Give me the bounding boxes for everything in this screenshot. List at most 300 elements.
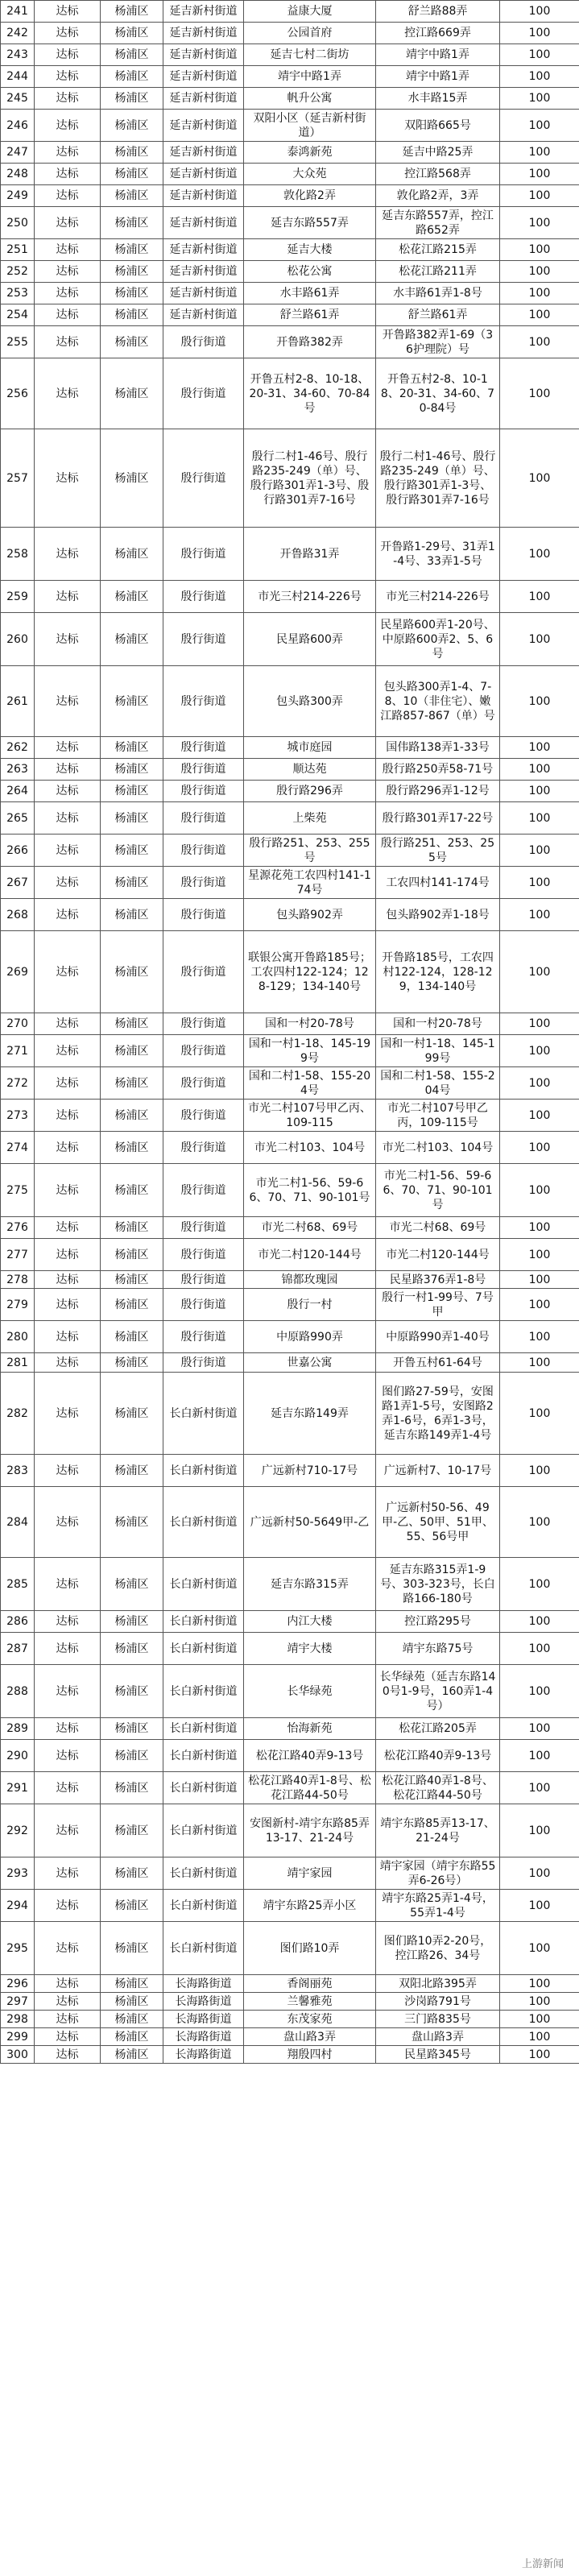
score-cell: 100	[500, 1611, 579, 1633]
row-number: 288	[1, 1665, 35, 1718]
row-number: 284	[1, 1487, 35, 1558]
table-row	[1, 759, 579, 781]
street-cell: 延吉新村街道	[163, 261, 244, 283]
score-cell: 100	[500, 1289, 579, 1321]
street-cell: 殷行街道	[163, 1067, 244, 1100]
row-number: 277	[1, 1239, 35, 1271]
address-cell: 三门路835号	[376, 2011, 500, 2028]
row-number: 259	[1, 581, 35, 613]
score-cell: 100	[500, 358, 579, 429]
community-name-cell: 联银公寓开鲁路185号；工农四村122-124；128-129；134-140号	[244, 931, 376, 1013]
status-cell: 达标	[35, 1487, 101, 1558]
score-cell: 100	[500, 781, 579, 802]
district-cell: 杨浦区	[101, 899, 163, 931]
district-cell: 杨浦区	[101, 1740, 163, 1772]
table-row	[1, 185, 579, 207]
score-cell: 100	[500, 66, 579, 88]
address-cell: 靖宇东路85弄13-17、21-24号	[376, 1804, 500, 1857]
status-cell: 达标	[35, 1718, 101, 1740]
table-row	[1, 1804, 579, 1857]
score-cell: 100	[500, 1321, 579, 1353]
row-number: 279	[1, 1289, 35, 1321]
table-row	[1, 802, 579, 835]
table-row	[1, 1975, 579, 1993]
table-row	[1, 1289, 579, 1321]
community-name-cell: 市光二村107号甲乙丙、109-115	[244, 1100, 376, 1132]
address-cell: 国和一村20-78号	[376, 1013, 500, 1035]
score-cell: 100	[500, 261, 579, 283]
score-cell: 100	[500, 304, 579, 326]
address-cell: 图们路27-59号，安图路1弄1-5号，安图路2弄1-6号，6弄1-3号，延吉东路149弄1-4号	[376, 1373, 500, 1455]
score-cell: 100	[500, 1271, 579, 1289]
district-cell: 杨浦区	[101, 1993, 163, 2011]
address-cell: 开鲁五村2-8、10-18、20-31、34-60、70-84号	[376, 358, 500, 429]
street-cell: 殷行街道	[163, 802, 244, 835]
community-name-cell: 靖宇中路1弄	[244, 66, 376, 88]
status-cell: 达标	[35, 207, 101, 239]
street-cell: 殷行街道	[163, 1013, 244, 1035]
score-cell: 100	[500, 2046, 579, 2064]
address-cell: 开鲁路1-29号、31弄1-4号、33弄1-5号	[376, 528, 500, 581]
street-cell: 延吉新村街道	[163, 164, 244, 185]
row-number: 293	[1, 1857, 35, 1890]
address-cell: 市光二村107号甲乙丙，109-115号	[376, 1100, 500, 1132]
street-cell: 长白新村街道	[163, 1633, 244, 1665]
street-cell: 殷行街道	[163, 528, 244, 581]
street-cell: 殷行街道	[163, 613, 244, 666]
address-cell: 双阳北路395弄	[376, 1975, 500, 1993]
district-cell: 杨浦区	[101, 1922, 163, 1975]
status-cell: 达标	[35, 1239, 101, 1271]
community-name-cell: 翔殷四村	[244, 2046, 376, 2064]
row-number: 248	[1, 164, 35, 185]
street-cell: 延吉新村街道	[163, 23, 244, 44]
row-number: 300	[1, 2046, 35, 2064]
status-cell: 达标	[35, 1013, 101, 1035]
district-cell: 杨浦区	[101, 1035, 163, 1067]
district-cell: 杨浦区	[101, 1100, 163, 1132]
address-cell: 开鲁五村61-64号	[376, 1353, 500, 1373]
district-cell: 杨浦区	[101, 867, 163, 899]
district-cell: 杨浦区	[101, 1975, 163, 1993]
status-cell: 达标	[35, 1164, 101, 1217]
status-cell: 达标	[35, 110, 101, 142]
street-cell: 长海路街道	[163, 2011, 244, 2028]
status-cell: 达标	[35, 185, 101, 207]
row-number: 244	[1, 66, 35, 88]
score-cell: 100	[500, 1487, 579, 1558]
street-cell: 殷行街道	[163, 759, 244, 781]
address-cell: 殷行路250弄58-71号	[376, 759, 500, 781]
row-number: 252	[1, 261, 35, 283]
community-name-cell: 延吉东路149弄	[244, 1373, 376, 1455]
community-name-cell: 泰鸿新苑	[244, 142, 376, 164]
table-row	[1, 1772, 579, 1804]
address-cell: 控江路669弄	[376, 23, 500, 44]
score-cell: 100	[500, 802, 579, 835]
address-cell: 延吉东路557弄，控江路652弄	[376, 207, 500, 239]
street-cell: 延吉新村街道	[163, 185, 244, 207]
street-cell: 延吉新村街道	[163, 110, 244, 142]
community-name-cell: 安图新村-靖宇东路85弄13-17、21-24号	[244, 1804, 376, 1857]
table-row	[1, 1239, 579, 1271]
district-cell: 杨浦区	[101, 1890, 163, 1922]
score-cell: 100	[500, 1740, 579, 1772]
community-name-cell: 中原路990弄	[244, 1321, 376, 1353]
row-number: 278	[1, 1271, 35, 1289]
status-cell: 达标	[35, 1455, 101, 1487]
score-cell: 100	[500, 1857, 579, 1890]
community-name-cell: 舒兰路61弄	[244, 304, 376, 326]
street-cell: 长白新村街道	[163, 1772, 244, 1804]
street-cell: 殷行街道	[163, 1353, 244, 1373]
district-cell: 杨浦区	[101, 1289, 163, 1321]
district-cell: 杨浦区	[101, 581, 163, 613]
community-name-cell: 内江大楼	[244, 1611, 376, 1633]
table-row	[1, 23, 579, 44]
status-cell: 达标	[35, 737, 101, 759]
address-cell: 市光二村103、104号	[376, 1132, 500, 1164]
community-name-cell: 殷行二村1-46号、殷行路235-249（单）号、殷行路301弄1-3号、殷行路301弄7-16号	[244, 429, 376, 528]
address-cell: 市光二村1-56、59-66、70、71、90-101号	[376, 1164, 500, 1217]
status-cell: 达标	[35, 142, 101, 164]
table-row	[1, 2028, 579, 2046]
street-cell: 殷行街道	[163, 737, 244, 759]
row-number: 296	[1, 1975, 35, 1993]
district-cell: 杨浦区	[101, 1217, 163, 1239]
score-cell: 100	[500, 429, 579, 528]
community-name-cell: 市光二村103、104号	[244, 1132, 376, 1164]
row-number: 254	[1, 304, 35, 326]
street-cell: 殷行街道	[163, 1100, 244, 1132]
district-cell: 杨浦区	[101, 1558, 163, 1611]
row-number: 275	[1, 1164, 35, 1217]
address-cell: 开鲁路382弄1-69（36护理院）号	[376, 326, 500, 358]
address-cell: 水丰路15弄	[376, 88, 500, 110]
district-cell: 杨浦区	[101, 66, 163, 88]
score-cell: 100	[500, 759, 579, 781]
district-cell: 杨浦区	[101, 931, 163, 1013]
score-cell: 100	[500, 2011, 579, 2028]
table-row	[1, 1922, 579, 1975]
score-cell: 100	[500, 110, 579, 142]
district-cell: 杨浦区	[101, 1067, 163, 1100]
score-cell: 100	[500, 1633, 579, 1665]
row-number: 280	[1, 1321, 35, 1353]
table-row	[1, 1993, 579, 2011]
district-cell: 杨浦区	[101, 759, 163, 781]
district-cell: 杨浦区	[101, 1239, 163, 1271]
row-number: 270	[1, 1013, 35, 1035]
table-row	[1, 358, 579, 429]
table-row	[1, 1487, 579, 1558]
score-cell: 100	[500, 1373, 579, 1455]
community-name-cell: 包头路902弄	[244, 899, 376, 931]
address-cell: 民星路600弄1-20号、中原路600弄2、5、6号	[376, 613, 500, 666]
table-row	[1, 283, 579, 304]
address-cell: 国和一村1-18、145-199号	[376, 1035, 500, 1067]
address-cell: 双阳路665号	[376, 110, 500, 142]
table-row	[1, 1857, 579, 1890]
district-cell: 杨浦区	[101, 781, 163, 802]
street-cell: 殷行街道	[163, 1132, 244, 1164]
status-cell: 达标	[35, 2011, 101, 2028]
street-cell: 殷行街道	[163, 1321, 244, 1353]
status-cell: 达标	[35, 1740, 101, 1772]
table-row	[1, 1217, 579, 1239]
community-name-cell: 公园首府	[244, 23, 376, 44]
row-number: 247	[1, 142, 35, 164]
street-cell: 殷行街道	[163, 1271, 244, 1289]
address-cell: 殷行二村1-46号、殷行路235-249（单）号、殷行路301弄1-3号、殷行路301弄7-16号	[376, 429, 500, 528]
score-cell: 100	[500, 1239, 579, 1271]
status-cell: 达标	[35, 1035, 101, 1067]
score-cell: 100	[500, 44, 579, 66]
district-cell: 杨浦区	[101, 261, 163, 283]
community-name-cell: 国和二村1-58、155-204号	[244, 1067, 376, 1100]
status-cell: 达标	[35, 1558, 101, 1611]
district-cell: 杨浦区	[101, 304, 163, 326]
status-cell: 达标	[35, 1321, 101, 1353]
community-name-cell: 市光二村120-144号	[244, 1239, 376, 1271]
community-name-cell: 顺达苑	[244, 759, 376, 781]
status-cell: 达标	[35, 666, 101, 737]
community-name-cell: 国和一村20-78号	[244, 1013, 376, 1035]
street-cell: 殷行街道	[163, 581, 244, 613]
community-name-cell: 殷行路251、253、255号	[244, 835, 376, 867]
row-number: 269	[1, 931, 35, 1013]
address-cell: 靖宇家园（靖宇东路55弄6-26号）	[376, 1857, 500, 1890]
status-cell: 达标	[35, 1217, 101, 1239]
street-cell: 长海路街道	[163, 1975, 244, 1993]
score-cell: 100	[500, 1353, 579, 1373]
street-cell: 殷行街道	[163, 429, 244, 528]
row-number: 251	[1, 239, 35, 261]
community-name-cell: 大众苑	[244, 164, 376, 185]
district-cell: 杨浦区	[101, 1353, 163, 1373]
street-cell: 长白新村街道	[163, 1373, 244, 1455]
district-cell: 杨浦区	[101, 429, 163, 528]
community-name-cell: 敦化路2弄	[244, 185, 376, 207]
status-cell: 达标	[35, 1633, 101, 1665]
row-number: 291	[1, 1772, 35, 1804]
table-row	[1, 1890, 579, 1922]
row-number: 295	[1, 1922, 35, 1975]
row-number: 262	[1, 737, 35, 759]
status-cell: 达标	[35, 358, 101, 429]
street-cell: 延吉新村街道	[163, 44, 244, 66]
table-row	[1, 1373, 579, 1455]
row-number: 290	[1, 1740, 35, 1772]
address-cell: 包头路902弄1-18号	[376, 899, 500, 931]
table-row	[1, 110, 579, 142]
address-cell: 长华绿苑（延吉东路140号1-9号，160弄1-4号）	[376, 1665, 500, 1718]
street-cell: 长白新村街道	[163, 1665, 244, 1718]
table-row	[1, 899, 579, 931]
street-cell: 殷行街道	[163, 326, 244, 358]
score-cell: 100	[500, 283, 579, 304]
row-number: 245	[1, 88, 35, 110]
score-cell: 100	[500, 1718, 579, 1740]
address-cell: 图们路10弄2-20号，控江路26、34号	[376, 1922, 500, 1975]
district-cell: 杨浦区	[101, 110, 163, 142]
table-row	[1, 142, 579, 164]
table-row	[1, 239, 579, 261]
status-cell: 达标	[35, 1, 101, 23]
street-cell: 延吉新村街道	[163, 88, 244, 110]
community-name-cell: 益康大厦	[244, 1, 376, 23]
table-row	[1, 737, 579, 759]
address-cell: 工农四村141-174号	[376, 867, 500, 899]
community-name-cell: 广远新村50-5649甲-乙	[244, 1487, 376, 1558]
table-row	[1, 304, 579, 326]
street-cell: 延吉新村街道	[163, 283, 244, 304]
status-cell: 达标	[35, 1993, 101, 2011]
score-cell: 100	[500, 1217, 579, 1239]
score-cell: 100	[500, 1132, 579, 1164]
address-cell: 国和二村1-58、155-204号	[376, 1067, 500, 1100]
community-name-cell: 上柴苑	[244, 802, 376, 835]
table-row	[1, 1611, 579, 1633]
address-cell: 民星路376弄1-8号	[376, 1271, 500, 1289]
table-row	[1, 44, 579, 66]
district-cell: 杨浦区	[101, 1665, 163, 1718]
watermark: 上游新闻	[518, 2554, 568, 2571]
community-name-cell: 市光三村214-226号	[244, 581, 376, 613]
score-cell: 100	[500, 666, 579, 737]
address-cell: 松花江路215弄	[376, 239, 500, 261]
community-name-cell: 帆升公寓	[244, 88, 376, 110]
status-cell: 达标	[35, 581, 101, 613]
table-row	[1, 1013, 579, 1035]
community-name-cell: 殷行路296弄	[244, 781, 376, 802]
status-cell: 达标	[35, 326, 101, 358]
address-cell: 市光二村120-144号	[376, 1239, 500, 1271]
row-number: 282	[1, 1373, 35, 1455]
address-cell: 松花江路40弄9-13号	[376, 1740, 500, 1772]
district-cell: 杨浦区	[101, 283, 163, 304]
row-number: 299	[1, 2028, 35, 2046]
status-cell: 达标	[35, 899, 101, 931]
row-number: 274	[1, 1132, 35, 1164]
community-name-cell: 松花江路40弄1-8号、松花江路44-50号	[244, 1772, 376, 1804]
district-cell: 杨浦区	[101, 2028, 163, 2046]
row-number: 273	[1, 1100, 35, 1132]
street-cell: 长海路街道	[163, 2028, 244, 2046]
row-number: 242	[1, 23, 35, 44]
table-row	[1, 581, 579, 613]
street-cell: 延吉新村街道	[163, 239, 244, 261]
community-name-cell: 延吉东路315弄	[244, 1558, 376, 1611]
score-cell: 100	[500, 1772, 579, 1804]
score-cell: 100	[500, 1922, 579, 1975]
street-cell: 殷行街道	[163, 931, 244, 1013]
status-cell: 达标	[35, 1922, 101, 1975]
community-name-cell: 开鲁五村2-8、10-18、20-31、34-60、70-84号	[244, 358, 376, 429]
district-cell: 杨浦区	[101, 358, 163, 429]
table-row	[1, 1665, 579, 1718]
district-cell: 杨浦区	[101, 239, 163, 261]
status-cell: 达标	[35, 1132, 101, 1164]
community-name-cell: 开鲁路382弄	[244, 326, 376, 358]
district-cell: 杨浦区	[101, 528, 163, 581]
status-cell: 达标	[35, 2046, 101, 2064]
address-cell: 国伟路138弄1-33号	[376, 737, 500, 759]
street-cell: 长海路街道	[163, 1993, 244, 2011]
address-cell: 控江路568弄	[376, 164, 500, 185]
district-cell: 杨浦区	[101, 2011, 163, 2028]
address-cell: 开鲁路185号，工农四村122-124，128-129，134-140号	[376, 931, 500, 1013]
community-name-cell: 开鲁路31弄	[244, 528, 376, 581]
status-cell: 达标	[35, 1353, 101, 1373]
district-cell: 杨浦区	[101, 142, 163, 164]
address-cell: 舒兰路88弄	[376, 1, 500, 23]
address-cell: 松花江路211弄	[376, 261, 500, 283]
street-cell: 殷行街道	[163, 358, 244, 429]
table-row	[1, 867, 579, 899]
row-number: 258	[1, 528, 35, 581]
table-row	[1, 931, 579, 1013]
community-name-cell: 图们路10弄	[244, 1922, 376, 1975]
community-name-cell: 香阁丽苑	[244, 1975, 376, 1993]
table-row	[1, 835, 579, 867]
status-cell: 达标	[35, 261, 101, 283]
table-row	[1, 1164, 579, 1217]
district-cell: 杨浦区	[101, 23, 163, 44]
community-name-cell: 盘山路3弄	[244, 2028, 376, 2046]
district-cell: 杨浦区	[101, 88, 163, 110]
score-cell: 100	[500, 613, 579, 666]
row-number: 241	[1, 1, 35, 23]
street-cell: 延吉新村街道	[163, 207, 244, 239]
status-cell: 达标	[35, 1100, 101, 1132]
status-cell: 达标	[35, 88, 101, 110]
table-row	[1, 2046, 579, 2064]
community-name-cell: 延吉东路557弄	[244, 207, 376, 239]
address-cell: 包头路300弄1-4、7-8、10（非住宅）、嫩江路857-867（单）号	[376, 666, 500, 737]
community-name-cell: 长华绿苑	[244, 1665, 376, 1718]
row-number: 266	[1, 835, 35, 867]
row-number: 271	[1, 1035, 35, 1067]
row-number: 283	[1, 1455, 35, 1487]
district-cell: 杨浦区	[101, 1455, 163, 1487]
community-name-cell: 松花江路40弄9-13号	[244, 1740, 376, 1772]
community-name-cell: 国和一村1-18、145-199号	[244, 1035, 376, 1067]
status-cell: 达标	[35, 1289, 101, 1321]
row-number: 289	[1, 1718, 35, 1740]
status-cell: 达标	[35, 429, 101, 528]
community-name-cell: 兰馨雅苑	[244, 1993, 376, 2011]
district-cell: 杨浦区	[101, 802, 163, 835]
table-row	[1, 429, 579, 528]
district-cell: 杨浦区	[101, 1633, 163, 1665]
score-cell: 100	[500, 1993, 579, 2011]
row-number: 267	[1, 867, 35, 899]
district-cell: 杨浦区	[101, 1718, 163, 1740]
address-cell: 松花江路40弄1-8号、松花江路44-50号	[376, 1772, 500, 1804]
street-cell: 殷行街道	[163, 666, 244, 737]
district-cell: 杨浦区	[101, 1857, 163, 1890]
address-cell: 靖宇中路1弄	[376, 66, 500, 88]
score-cell: 100	[500, 326, 579, 358]
score-cell: 100	[500, 1035, 579, 1067]
status-cell: 达标	[35, 781, 101, 802]
address-cell: 民星路345号	[376, 2046, 500, 2064]
street-cell: 长白新村街道	[163, 1890, 244, 1922]
table-row	[1, 666, 579, 737]
street-cell: 长白新村街道	[163, 1558, 244, 1611]
table-row	[1, 1132, 579, 1164]
